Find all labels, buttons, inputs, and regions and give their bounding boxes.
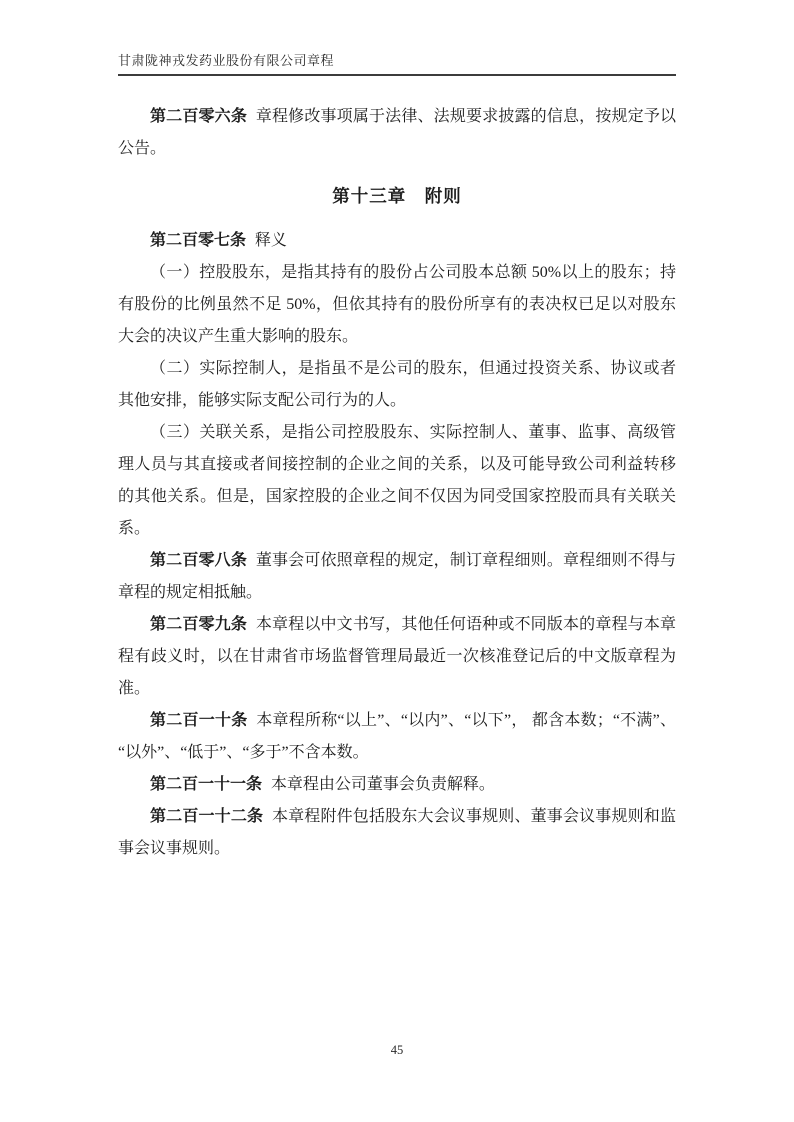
paragraph-text: （二）实际控制人，是指虽不是公司的股东，但通过投资关系、协议或者其他安排，能够实际支配公司行为的人。 <box>118 360 676 409</box>
article-paragraph-208 <box>118 545 676 609</box>
article-text: 本章程所称“以上”、“以内”、“以下”， 都含本数；“不满”、“以外”、“低于”、“多于”不含本数。 <box>118 712 676 761</box>
article-paragraph-206 <box>118 101 676 165</box>
article-text: 董事会可依照章程的规定，制订章程细则。章程细则不得与章程的规定相抵触。 <box>118 552 676 601</box>
page-number: 45 <box>390 1043 404 1057</box>
definition-item-1 <box>118 257 676 353</box>
article-number: 第二百零八条 <box>150 552 248 569</box>
article-paragraph-209 <box>118 609 676 705</box>
article-number: 第二百一十条 <box>150 712 248 729</box>
article-paragraph-207 <box>118 225 676 257</box>
article-text: 本章程由公司董事会负责解释。 <box>270 776 495 793</box>
article-text: 本章程以中文书写，其他任何语种或不同版本的章程与本章程有歧义时，以在甘肃省市场监督管理局最近一次核准登记后的中文版章程为准。 <box>118 616 676 697</box>
definition-item-2 <box>118 353 676 417</box>
article-number: 第二百一十二条 <box>150 808 264 825</box>
page-header <box>118 0 676 76</box>
article-number: 第二百零七条 <box>150 232 247 249</box>
definition-item-3 <box>118 417 676 545</box>
chapter-heading: 第十三章 附则 <box>332 186 462 206</box>
document-header-title: 甘肃陇神戎发药业股份有限公司章程 <box>118 53 335 68</box>
article-number: 第二百零九条 <box>150 616 248 633</box>
document-body <box>118 76 676 865</box>
article-paragraph-211 <box>118 769 676 801</box>
article-text: 本章程附件包括股东大会议事规则、董事会议事规则和监事会议事规则。 <box>118 808 676 857</box>
article-text: 章程修改事项属于法律、法规要求披露的信息，按规定予以公告。 <box>118 108 676 157</box>
article-paragraph-212 <box>118 801 676 865</box>
paragraph-text: （三）关联关系，是指公司控股股东、实际控制人、董事、监事、高级管理人员与其直接或者间接控制的企业之间的关系，以及可能导致公司利益转移的其他关系。但是，国家控股的企业之间不仅因为同受国家控股而具有关联关系。 <box>118 424 676 537</box>
article-number: 第二百一十一条 <box>150 776 263 793</box>
article-number: 第二百零六条 <box>150 108 248 125</box>
paragraph-text: （一）控股股东，是指其持有的股份占公司股本总额 50%以上的股东；持有股份的比例虽然不足 50%，但依其持有的股份所享有的表决权已足以对股东大会的决议产生重大影响的股东。 <box>118 264 676 345</box>
article-text: 释义 <box>254 232 287 249</box>
article-paragraph-210 <box>118 705 676 769</box>
